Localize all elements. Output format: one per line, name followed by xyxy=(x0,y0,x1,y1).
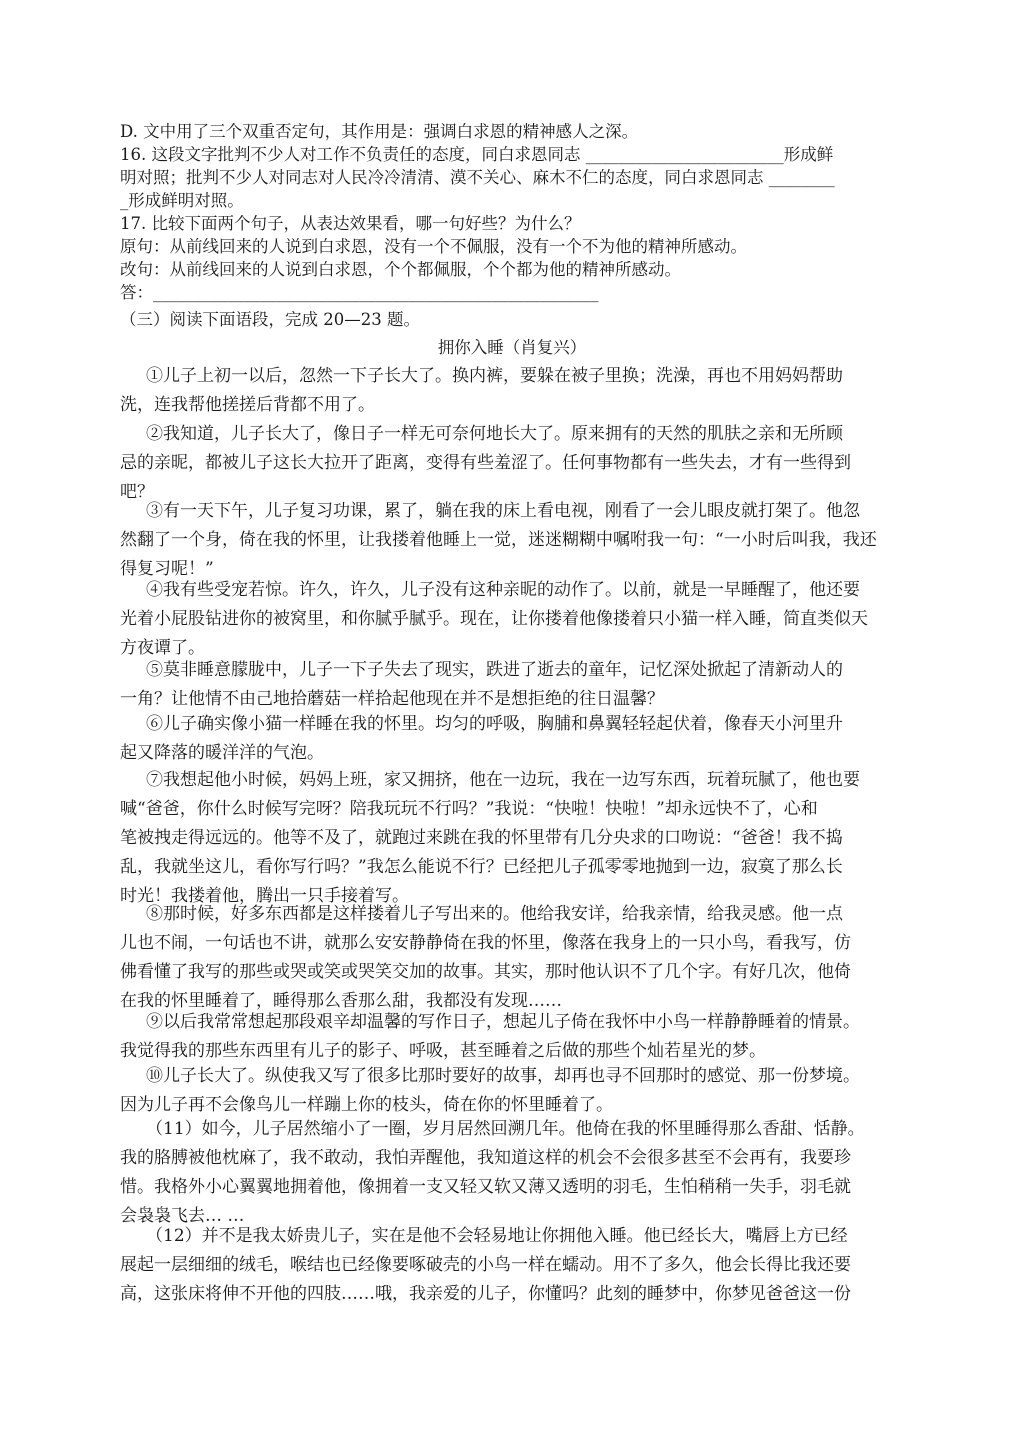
article-paragraph-2 xyxy=(120,420,910,507)
paragraph-line: 儿也不闹，一句话也不讲，就那么安安静静倚在我的怀里，像落在我身上的一只小鸟，看我写，仿 xyxy=(120,933,851,953)
question-17-original: 原句：从前线回来的人说到白求恩，没有一个不佩服，没有一个不为他的精神所感动。 xyxy=(120,237,747,256)
paragraph-line: ⑤莫非睡意朦胧中，儿子一下子失去了现实，跌进了逝去的童年，记忆深处掀起了清新动人的 xyxy=(146,660,843,680)
paragraph-line: ⑨以后我常常想起那段艰辛却温馨的写作日子，想起儿子倚在我怀中小鸟一样静静睡着的情景。 xyxy=(146,1012,860,1032)
article-paragraph-10 xyxy=(120,1062,910,1120)
section-3-heading: （三）阅读下面语段，完成 20—23 题。 xyxy=(120,310,420,329)
paragraph-line: ⑩儿子长大了。纵使我又写了很多比那时要好的故事，却再也寻不回那时的感觉、那一份梦境。 xyxy=(146,1066,860,1086)
article-paragraph-12 xyxy=(120,1222,910,1309)
paragraph-line: 因为儿子再不会像鸟儿一样蹦上你的枝头，倚在你的怀里睡着了。 xyxy=(120,1095,613,1115)
question-17-line-1: 17. 比较下面两个句子，从表达效果看，哪一句好些？为什么？ xyxy=(120,214,581,233)
paragraph-line: 喊“爸爸，你什么时候写完呀？陪我玩玩不行吗？”我说：“快啦！快啦！”却永远快不了，心和 xyxy=(120,799,818,819)
paragraph-line: 忌的亲昵，都被儿子这长大拉开了距离，变得有些羞涩了。任何事物都有一些失去，才有一些得到 xyxy=(120,453,851,473)
paragraph-line: 笔被拽走得远远的。他等不及了，就跑过来跳在我的怀里带有几分央求的口吻说：“爸爸！我不捣 xyxy=(120,828,843,848)
paragraph-line: 我觉得我的那些东西里有儿子的影子、呼吸，甚至睡着之后做的那些个灿若星光的梦。 xyxy=(120,1041,766,1061)
article-paragraph-9 xyxy=(120,1008,910,1066)
paragraph-line: 时光！我搂着他，腾出一只手接着写。 xyxy=(120,886,409,906)
paragraph-line: ③有一天下午，儿子复习功课，累了，躺在我的床上看电视，刚看了一会儿眼皮就打架了。他忽 xyxy=(146,501,860,521)
paragraph-line: 得复习呢！” xyxy=(120,559,214,579)
paragraph-line: 高，这张床将伸不开他的四肢……哦，我亲爱的儿子，你懂吗？此刻的睡梦中，你梦见爸爸这一份 xyxy=(120,1284,851,1304)
paragraph-line: （12）并不是我太娇贵儿子，实在是他不会轻易地让你拥他入睡。他已经长大，嘴唇上方已经 xyxy=(146,1226,848,1246)
paragraph-line: 在我的怀里睡着了，睡得那么香那么甜，我都没有发现…… xyxy=(120,991,562,1011)
paragraph-line: 乱，我就坐这儿，看你写行吗？”我怎么能说不行？已经把儿子孤零零地抛到一边，寂寞了那么长 xyxy=(120,857,843,877)
paragraph-line: 一角？让他情不由己地拾蘑菇一样拾起他现在并不是想拒绝的往日温馨？ xyxy=(120,689,664,709)
article-title: 拥你入睡（肖复兴） xyxy=(437,338,587,357)
paragraph-line: ②我知道，儿子长大了，像日子一样无可奈何地长大了。原来拥有的天然的肌肤之亲和无所顾 xyxy=(146,424,843,444)
paragraph-line: 然翻了一个身，倚在我的怀里，让我搂着他睡上一觉，迷迷糊糊中嘱咐我一句：“一小时后叫我，我还 xyxy=(120,530,877,550)
article-paragraph-7 xyxy=(120,766,910,911)
question-option-d: D. 文中用了三个双重否定句，其作用是：强调白求恩的精神感人之深。 xyxy=(120,122,639,141)
paragraph-line: 会袅袅飞去… … xyxy=(120,1206,245,1226)
paragraph-line: ⑥儿子确实像小猫一样睡在我的怀里。均匀的呼吸，胸脯和鼻翼轻轻起伏着，像春天小河里升 xyxy=(146,714,843,734)
article-paragraph-3 xyxy=(120,497,910,584)
paragraph-line: ④我有些受宠若惊。许久，许久，儿子没有这种亲昵的动作了。以前，就是一早睡醒了，他还要 xyxy=(146,580,860,600)
paragraph-line: 惜。我格外小心翼翼地拥着他，像拥着一支又轻又软又薄又透明的羽毛，生怕稍稍一失手，羽毛就 xyxy=(120,1177,851,1197)
paragraph-line: ①儿子上初一以后，忽然一下子长大了。换内裤，要躲在被子里换；洗澡，再也不用妈妈帮助 xyxy=(146,366,843,386)
article-paragraph-5 xyxy=(120,656,910,714)
paragraph-line: 洗，连我帮他搓搓后背都不用了。 xyxy=(120,395,375,415)
article-paragraph-11 xyxy=(120,1115,910,1231)
article-paragraph-6 xyxy=(120,710,910,768)
paragraph-line: 展起一层细细的绒毛，喉结也已经像要啄破壳的小鸟一样在蠕动。用不了多久，他会长得比我还要 xyxy=(120,1255,851,1275)
question-16-line-1: 16. 这段文字批判不少人对工作不负责任的态度，同白求恩同志 ________________________形成鲜 xyxy=(120,145,834,164)
paragraph-line: 光着小屁股钻进你的被窝里，和你腻乎腻乎。现在，让你搂着他像搂着只小猫一样入睡，简直类似天 xyxy=(120,609,868,629)
paragraph-line: 起又降落的暖洋洋的气泡。 xyxy=(120,743,324,763)
article-paragraph-4 xyxy=(120,576,910,663)
paragraph-line: 佛看懂了我写的那些或哭或笑或哭笑交加的故事。其实，那时他认识不了几个字。有好几次，他倚 xyxy=(120,962,851,982)
question-16-line-2: 明对照；批判不少人对同志对人民冷冷清清、漠不关心、麻木不仁的态度，同白求恩同志 ________ xyxy=(120,168,835,187)
paragraph-line: ⑧那时候，好多东西都是这样搂着儿子写出来的。他给我安详，给我亲情，给我灵感。他一点 xyxy=(146,904,843,924)
paragraph-line: 方夜谭了。 xyxy=(120,638,205,658)
paragraph-line: （11）如今，儿子居然缩小了一圈，岁月居然回溯几年。他倚在我的怀里睡得那么香甜、恬静。 xyxy=(146,1119,865,1139)
paragraph-line: ⑦我想起他小时候，妈妈上班，家又拥挤，他在一边玩，我在一边写东西，玩着玩腻了，他也要 xyxy=(146,770,860,790)
question-16-line-3: _形成鲜明对照。 xyxy=(120,191,244,210)
question-17-answer-line: 答：______________________________________________________ xyxy=(120,283,599,302)
article-paragraph-8 xyxy=(120,900,910,1016)
paragraph-line: 吧？ xyxy=(120,482,154,502)
question-17-revised: 改句：从前线回来的人说到白求恩，个个都佩服，个个都为他的精神所感动。 xyxy=(120,260,681,279)
article-paragraph-1 xyxy=(120,362,910,420)
paragraph-line: 我的胳膊被他枕麻了，我不敢动，我怕弄醒他，我知道这样的机会不会很多甚至不会再有，我要珍 xyxy=(120,1148,851,1168)
